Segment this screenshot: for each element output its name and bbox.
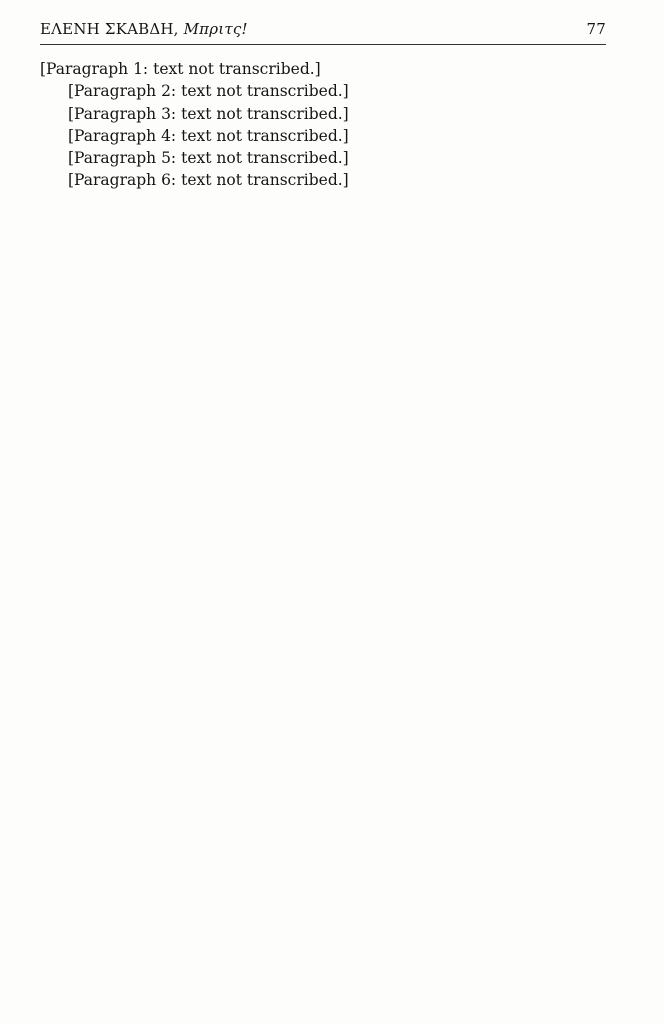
paragraph-6: [Paragraph 6: text not transcribed.] xyxy=(68,171,349,190)
paragraph-2: [Paragraph 2: text not transcribed.] xyxy=(68,82,349,101)
page-number: 77 xyxy=(586,20,606,38)
header-book-title: Μπριτς! xyxy=(183,20,248,38)
paragraph-4: [Paragraph 4: text not transcribed.] xyxy=(68,126,349,145)
header-author: ΕΛΕΝΗ ΣΚΑΒΔΗ, xyxy=(40,20,179,38)
body-text xyxy=(40,58,606,192)
paragraph-3: [Paragraph 3: text not transcribed.] xyxy=(68,104,349,123)
header-author-title xyxy=(40,20,248,38)
header-rule xyxy=(40,44,606,45)
running-head xyxy=(40,20,606,38)
paragraph-1: [Paragraph 1: text not transcribed.] xyxy=(40,60,321,78)
paragraph-5: [Paragraph 5: text not transcribed.] xyxy=(68,149,349,168)
